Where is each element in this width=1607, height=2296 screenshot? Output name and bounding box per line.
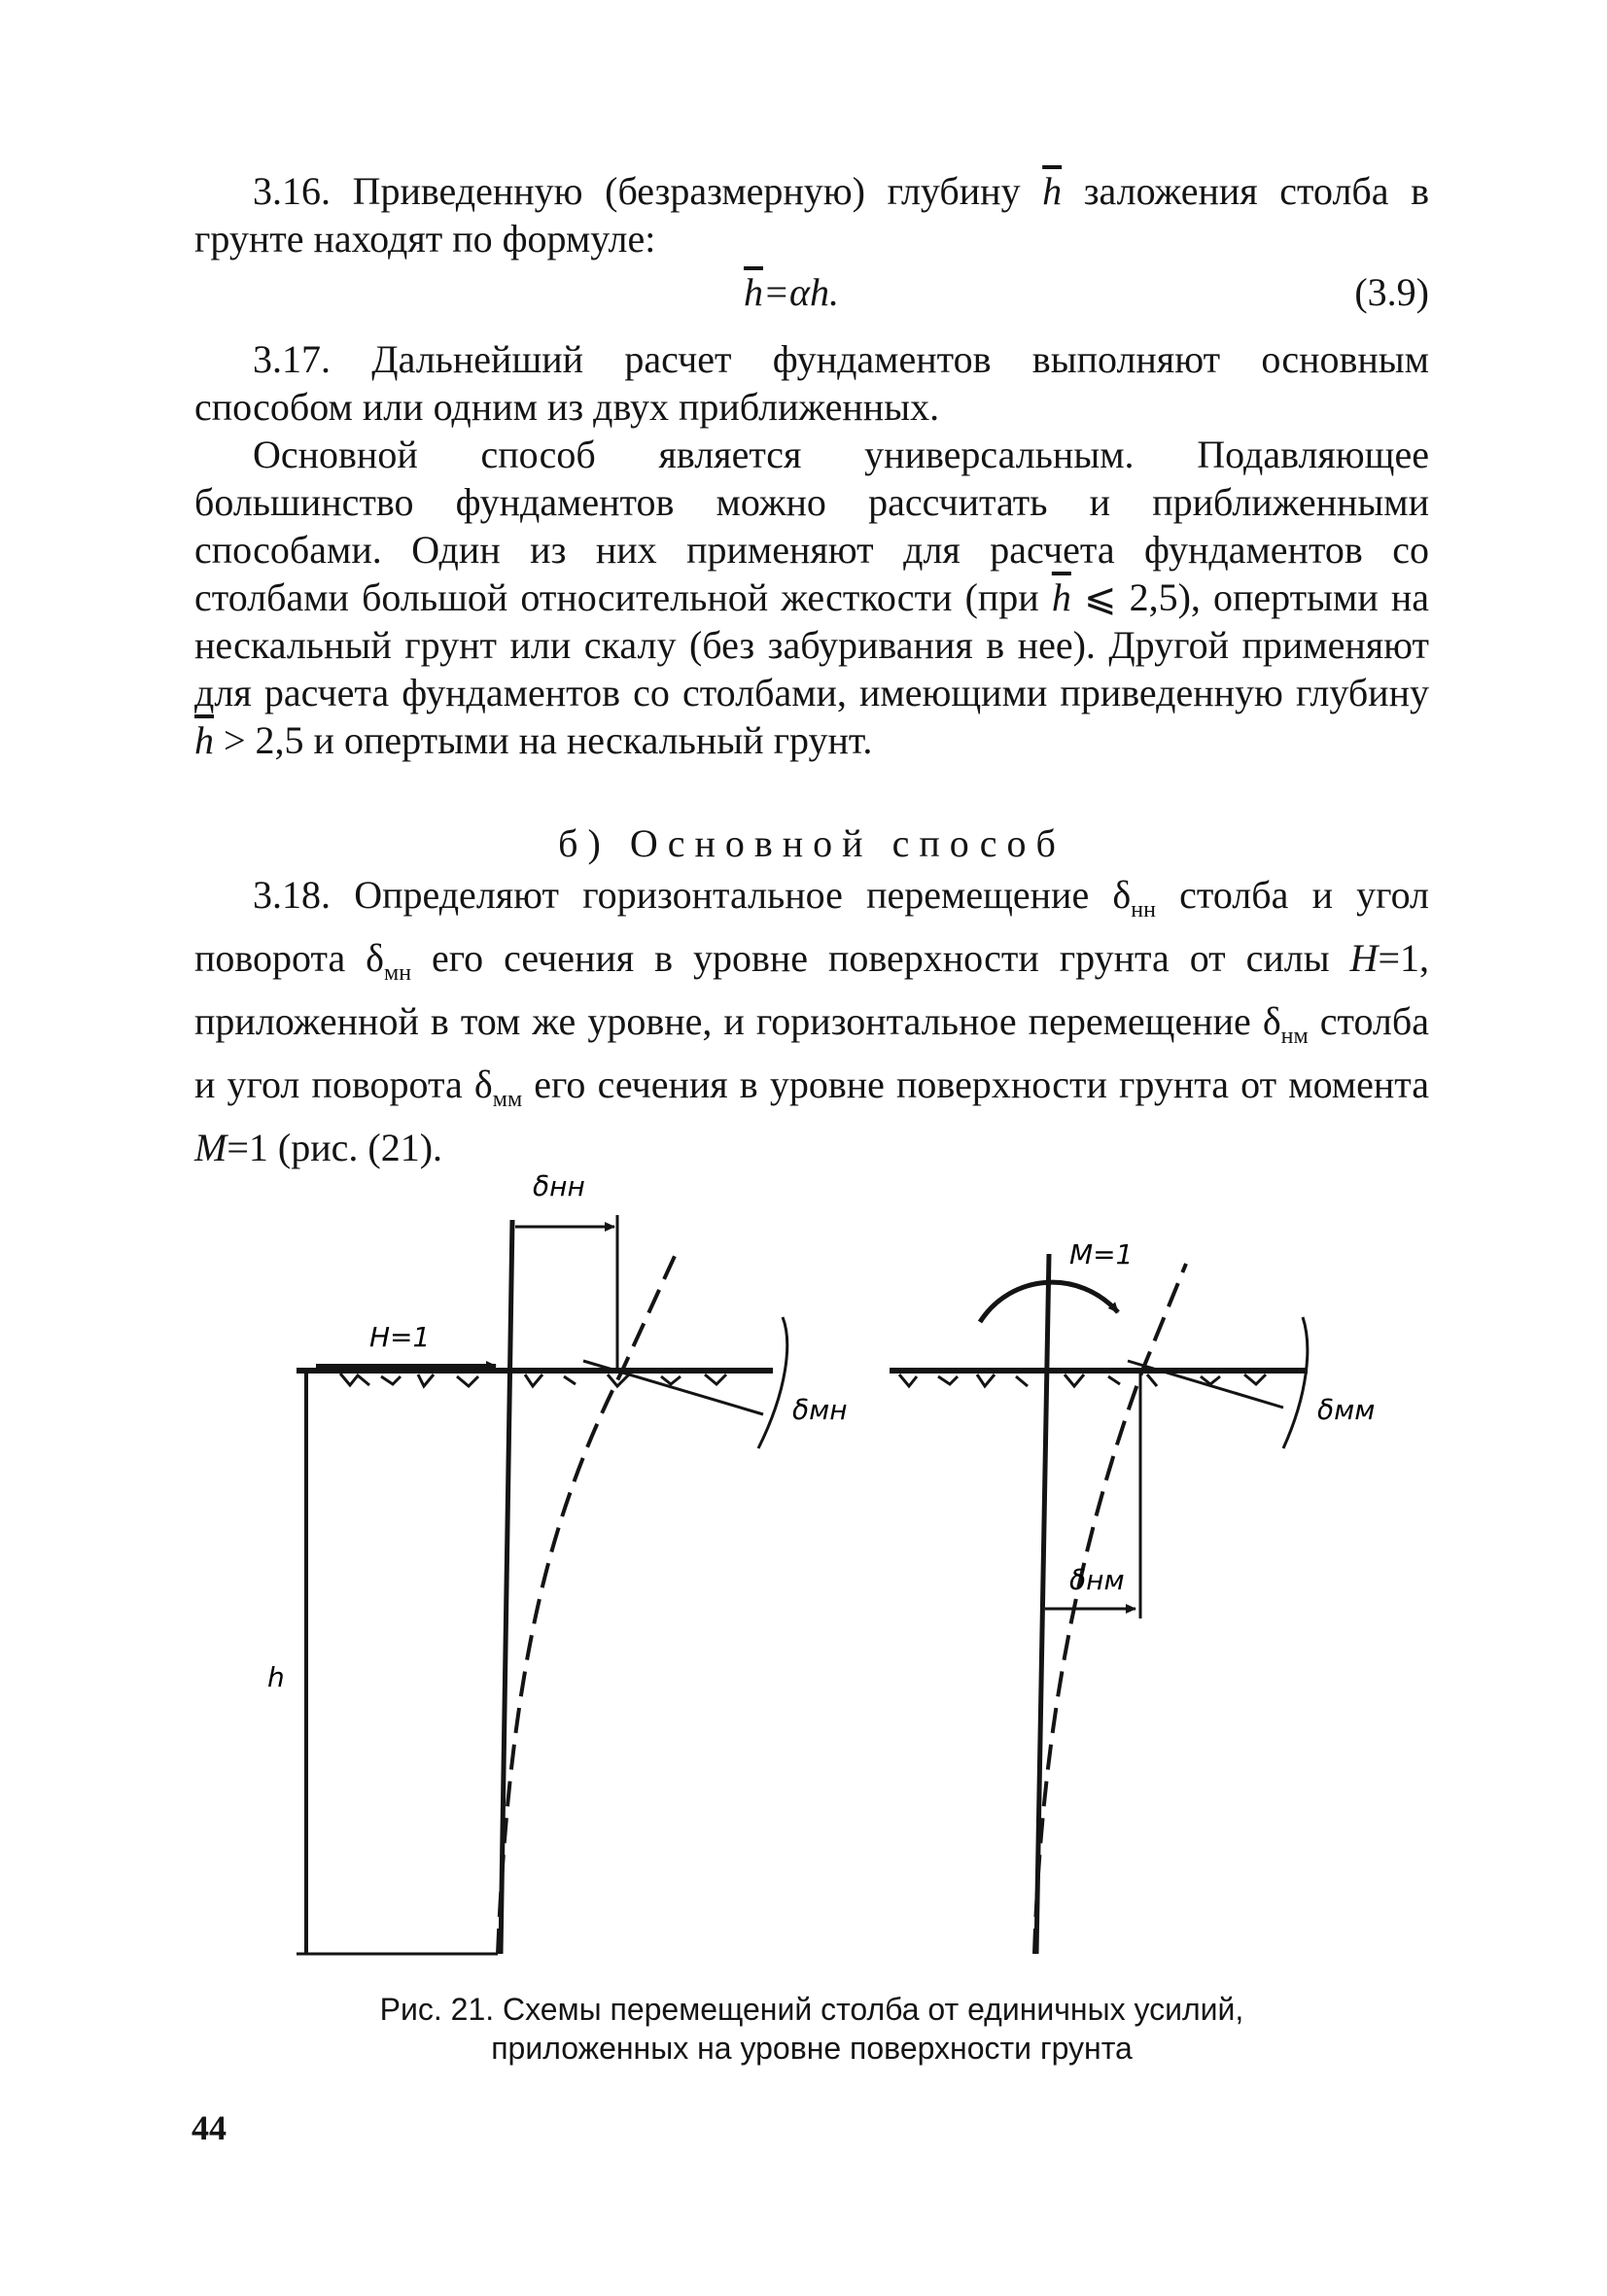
p316-start: 3.16. Приведенную (безразмерную) глубину <box>253 169 1043 213</box>
depth-label: h <box>267 1661 285 1693</box>
rotation-label: δмн <box>792 1394 848 1426</box>
angle-arc <box>758 1317 787 1448</box>
figure-caption <box>194 1990 1429 2068</box>
displacement-label: δнм <box>1069 1564 1125 1596</box>
p318-text: 3.18. Определяют горизонтальное перемещение δ <box>253 873 1132 917</box>
p318-text: его сечения в уровне поверхности грунта от момента <box>522 1062 1430 1106</box>
caption-line-2: приложенных на уровне поверхности грунта <box>491 2031 1133 2066</box>
main-text-1: Основной способ является универсальным. Подавляющее большинство фундаментов можно рассчитать и приближенными способами. Один из них применяют для расчета фундаментов со столбами большой относительной жесткости (при <box>194 433 1429 619</box>
pile-line <box>501 1220 512 1954</box>
h-bar-symbol: $\overline{h}$ <box>1051 575 1071 619</box>
force-label: H=1 <box>369 1321 431 1353</box>
subscript: мм <box>492 1087 523 1112</box>
rotation-label: δмм <box>1317 1394 1376 1426</box>
formula-number: (3.9) <box>1354 270 1429 314</box>
subscript: нм <box>1280 1024 1309 1049</box>
caption-line-1: Рис. 21. Схемы перемещений столба от единичных усилий, <box>379 1992 1244 2027</box>
subscript: нн <box>1131 897 1156 922</box>
p318-text: его сечения в уровне поверхности грунта от силы <box>411 936 1350 980</box>
deflected-pile-curve <box>498 1254 676 1954</box>
soil-hatching <box>340 1374 726 1386</box>
page-number: 44 <box>192 2108 227 2147</box>
formula-lhs: $\overline{h}$ <box>744 270 763 314</box>
p318-text: столба и угол поворота δ <box>194 999 1430 1106</box>
subscript: мн <box>384 960 412 986</box>
main-text-2: ⩽ 2,5), опертыми на нескальный грунт или скалу (без забуривания в нее). Другой применяют для расчета фундаментов со столбами, имеющими приведенную глубину <box>194 575 1430 714</box>
formula-rhs: =αh. <box>763 270 839 314</box>
p317-text: 3.17. Дальнейший расчет фундаментов выполняют основным способом или одним из двух приближенных. <box>194 337 1429 429</box>
symbol-M: M <box>194 1126 227 1169</box>
moment-label: M=1 <box>1069 1238 1134 1270</box>
main-text-3: > 2,5 и опертыми на нескальный грунт. <box>214 718 873 762</box>
pile-line <box>1036 1254 1049 1954</box>
p316-end: заложения столба в грунте находят по формуле: <box>194 169 1430 261</box>
right-scheme <box>890 1238 1375 1954</box>
p318-text: =1, приложенной в том же уровне, и горизонтальное перемещение δ <box>194 936 1429 1043</box>
angle-arc <box>1283 1317 1308 1448</box>
p318-text: =1 (рис. (21). <box>227 1126 443 1169</box>
h-bar-symbol: $\overline{h}$ <box>194 718 214 762</box>
left-scheme <box>267 1170 848 1954</box>
h-bar-symbol: $\overline{h}$ <box>1042 169 1063 213</box>
displacement-label: δнн <box>533 1170 585 1202</box>
section-heading: б) Основной способ <box>558 821 1066 865</box>
p318-text: столба и угол поворота δ <box>194 873 1430 980</box>
symbol-H: H <box>1349 936 1379 980</box>
